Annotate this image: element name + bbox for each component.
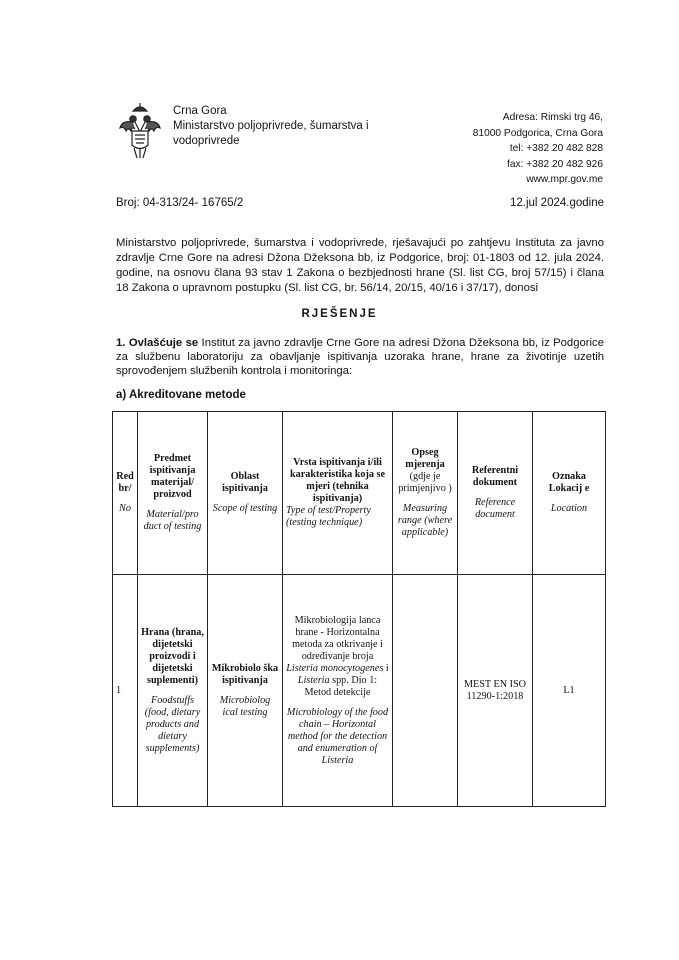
contact-block — [473, 110, 603, 188]
org-ministry-line2: vodoprivrede — [173, 135, 240, 147]
point-1-lead: 1. Ovlašćuje se — [116, 337, 199, 349]
reference-number: Broj: 04-313/24- 16765/2 — [116, 197, 244, 209]
phone-line: tel: +382 20 482 828 — [509, 143, 603, 154]
city-line: 81000 Podgorica, Crna Gora — [472, 127, 603, 139]
section-a-heading: a) Akreditovane metode — [116, 389, 246, 401]
cell-reference: MEST EN ISO 11290-1:2018 — [458, 575, 533, 807]
col-header-reference: Referentni dokument Reference document — [458, 412, 533, 575]
decision-title: RJEŠENJE — [301, 308, 378, 320]
fax-line: fax: +382 20 482 926 — [506, 158, 603, 170]
cell-test-type: Mikrobiologija lanca hrane - Horizontalna metoda za otkrivanje i određivanje broja Listeria monocytogenes i Listeria spp. Dio 1: Metod detekcije Microbiology of the food chain – Horizontal method for the detection and enumeration of Listeria — [283, 575, 393, 807]
cell-scope: Mikrobiolo ška ispitivanja Microbiolog ical testing — [208, 575, 283, 807]
ministry-header — [173, 104, 369, 149]
accredited-methods-table — [112, 411, 606, 807]
table-row — [113, 575, 606, 807]
website-link[interactable]: www.mpr.gov.me — [526, 174, 603, 185]
document-date: 12.jul 2024.godine — [510, 197, 604, 209]
point-1-text: Institut za javno zdravlje Crne Gore na adresi Džona Džeksona bb, iz Podgorice za službenu laboratoriju za obavljanje ispitivanja uzoraka hrane, hrane za životinje uzetih sprovođenjem službenih kontrola i monitoringa: — [116, 337, 604, 377]
col-header-scope: Oblast ispitivanja Scope of testing — [208, 412, 283, 575]
cell-range — [393, 575, 458, 807]
address-line: Adresa: Rimski trg 46, — [502, 112, 603, 123]
org-country: Crna Gora — [173, 105, 227, 117]
col-header-range: Opseg mjerenja (gdje je primjenjivo ) Measuring range (where applicable) — [393, 412, 458, 575]
montenegro-crest-icon — [118, 102, 162, 160]
col-header-location: Oznaka Lokacij e Location — [533, 412, 606, 575]
col-header-test-type: Vrsta ispitivanja i/ili karakteristika koja se mjeri (tehnika ispitivanja) Type of test/Property (testing technique) — [283, 412, 393, 575]
cell-location: L1 — [533, 575, 606, 807]
point-1-paragraph — [116, 336, 604, 378]
cell-subject: Hrana (hrana, dijetetski proizvodi i dijetetski suplementi) Foodstuffs (food, dietary products and dietary supplements) — [138, 575, 208, 807]
org-ministry-line1: Ministarstvo poljoprivrede, šumarstva i — [173, 120, 369, 132]
intro-paragraph: Ministarstvo poljoprivrede, šumarstva i vodoprivrede, rješavajući po zahtjevu Instituta za javno zdravlje Crne Gore na adresi Džona Džeksona bb, iz Podgorice, broj: 01-1803 od 12. jula 2024. godine, na osnovu člana 93 stav 1 Zakona o bezbjednosti hrane (Sl. list CG, broj 57/15) i člana 18 Zakona o upravnom postupku (Sl. list CG, br. 56/14, 20/15, 40/16 i 37/17), donosi — [116, 237, 604, 294]
cell-no: 1 — [113, 575, 138, 807]
table-header-row — [113, 412, 606, 575]
col-header-no: Red br/ No — [113, 412, 138, 575]
col-header-subject: Predmet ispitivanja materijal/ proizvod Material/pro duct of testing — [138, 412, 208, 575]
